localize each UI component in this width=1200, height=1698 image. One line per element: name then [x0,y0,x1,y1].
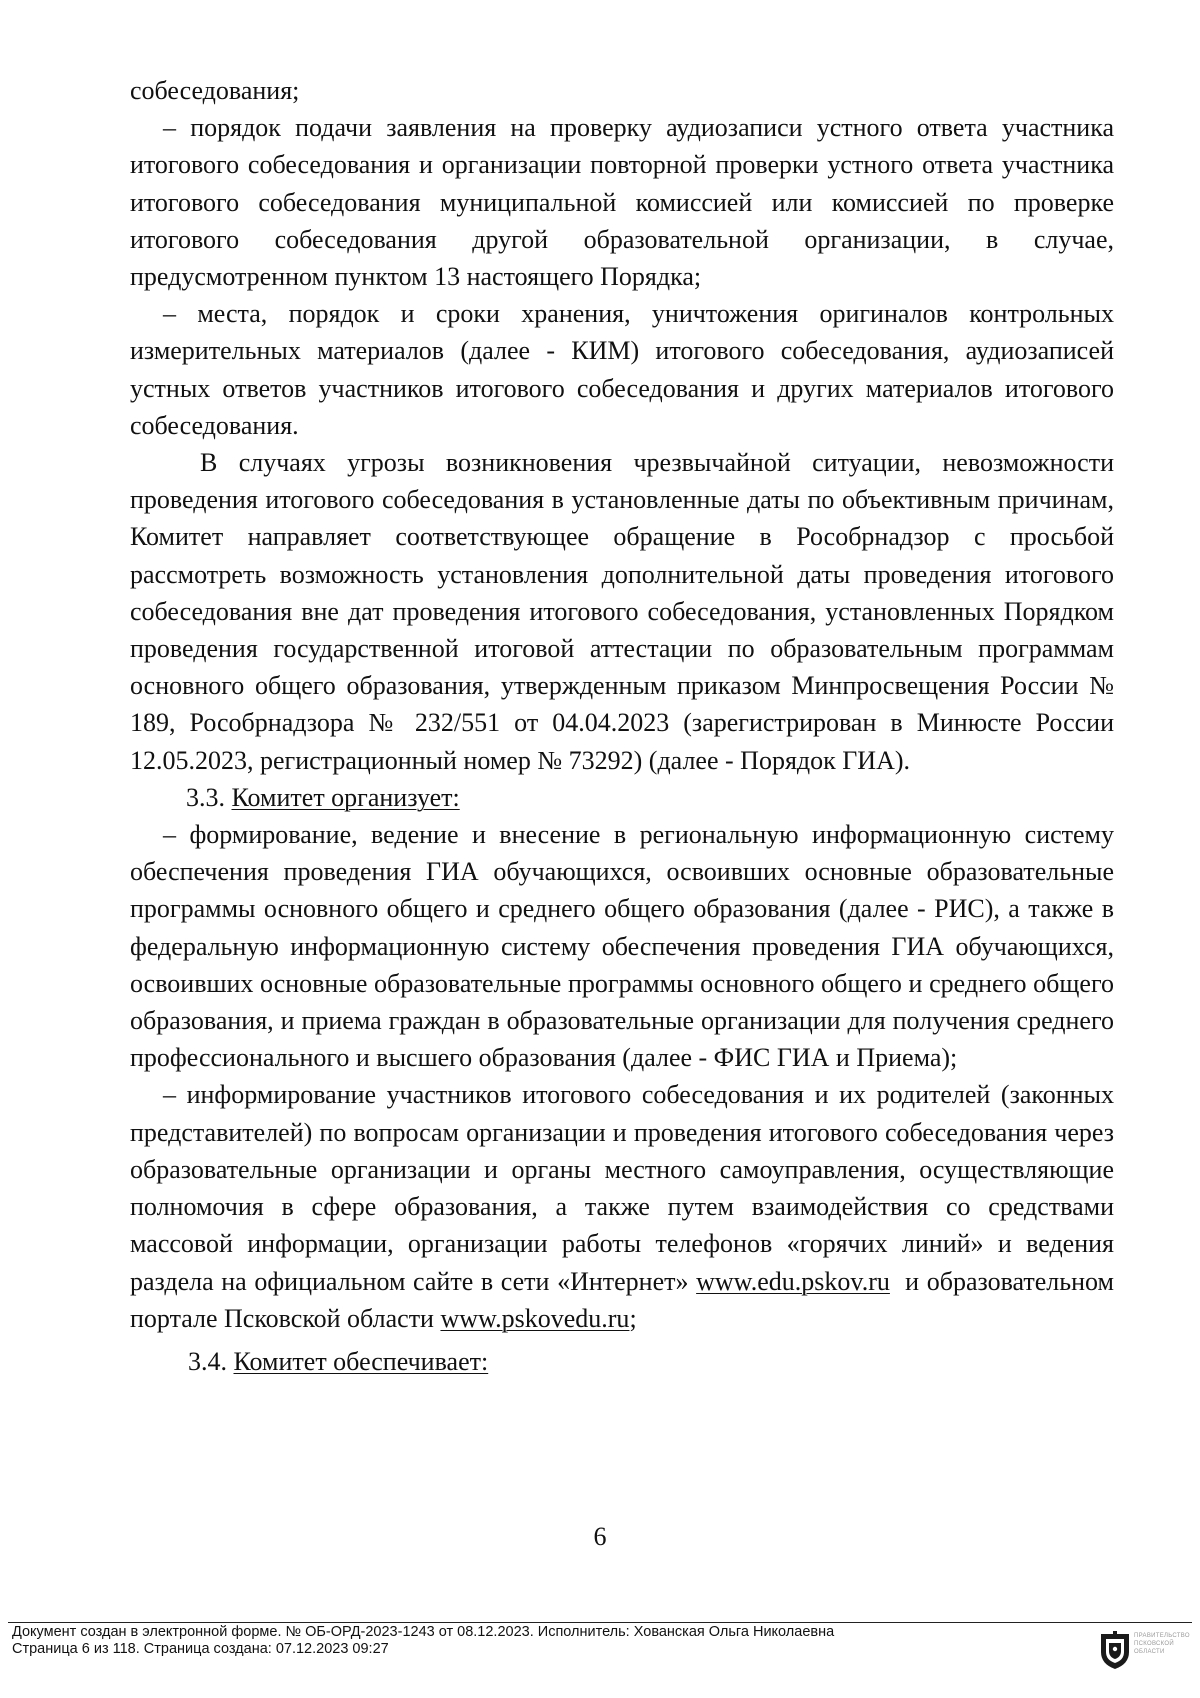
list-item-information-systems: – формирование, ведение и внесение в региональную информационную систему обеспечения проведения ГИА обучающихся, освоивших основные образовательные программы основного общего и среднего общего образования (далее - РИС), а также в федеральную информационную систему обеспечения проведения ГИА обучающихся, освоивших основные образовательные программы основного общего и среднего общего образования, и приема граждан в образовательные организации для получения среднего профессионального и высшего образования (далее - ФИС ГИА и Приема); [130,820,1114,1073]
paragraph-emergency: В случаях угрозы возникновения чрезвычайной ситуации, невозможности проведения итогового собеседования в установленные даты по объективным причинам, Комитет направляет соответствующее обращение в Рособрнадзор с просьбой рассмотреть возможность установления дополнительной даты проведения итогового собеседования вне дат проведения итогового собеседования, установленных Порядком проведения государственной итоговой аттестации по образовательным программам основного общего образования, утвержденным приказом Минпросвещения России № 189, Рособрнадзора № 232/551 от 04.04.2023 (зарегистрирован в Минюсте России 12.05.2023, регистрационный номер № 73292) (далее - Порядок ГИА). [130,448,1114,775]
section-number: 3.3. [186,782,225,812]
page-number: 6 [593,1522,607,1551]
informing-end: ; [629,1303,637,1333]
footer-page-info: Страница 6 из 118. Страница создана: 07.12.2023 09:27 [12,1641,389,1657]
coat-of-arms-icon [1098,1630,1132,1670]
footer-divider [8,1622,1192,1623]
informing-middle: и образовательном портале Псковской области [130,1266,1115,1333]
section-heading-text: Комитет обеспечивает: [233,1346,489,1376]
footer-document-info: Документ создан в электронной форме. № ОБ-ОРД-2023-1243 от 08.12.2023. Исполнитель: Хованская Ольга Николаевна [12,1624,835,1640]
section-3-3-heading [130,779,1114,816]
list-item-appeal-procedure: – порядок подачи заявления на проверку аудиозаписи устного ответа участника итогового собеседования и организации повторной проверки устного ответа участника итогового собеседования муниципальной комиссией или комиссией по проверке итогового собеседования другой образовательной организации, в случае, предусмотренном пунктом 13 настоящего Порядка; [130,113,1114,292]
section-heading-text: Комитет организует: [231,782,460,812]
edu-pskov-link[interactable]: www.edu.pskov.ru [696,1266,890,1296]
pskovedu-link[interactable]: www.pskovedu.ru [440,1303,630,1333]
document-body [130,72,1114,1380]
list-item-informing [130,1076,1114,1336]
list-item-storage: – места, порядок и сроки хранения, уничтожения оригиналов контрольных измерительных материалов (далее - КИМ) итогового собеседования, аудиозаписей устных ответов участников итогового собеседования и других материалов итогового собеседования. [130,299,1114,440]
informing-text: – информирование участников итогового собеседования и их родителей (законных представителей) по вопросам организации и проведения итогового собеседования через образовательные организации и органы местного самоуправления, осуществляющие полномочия в сфере образования, а также путем взаимодействия со средствами массовой информации, организации работы телефонов «горячих линий» и ведения раздела на официальном сайте в сети «Интернет» [130,1080,1114,1296]
paragraph-continuation: собеседования; [130,76,300,105]
seal-caption: ПРАВИТЕЛЬСТВО ПСКОВСКОЙ ОБЛАСТИ [1134,1633,1190,1655]
footer [12,1624,1072,1658]
section-3-4-heading [130,1343,1114,1380]
section-number: 3.4. [188,1346,227,1376]
